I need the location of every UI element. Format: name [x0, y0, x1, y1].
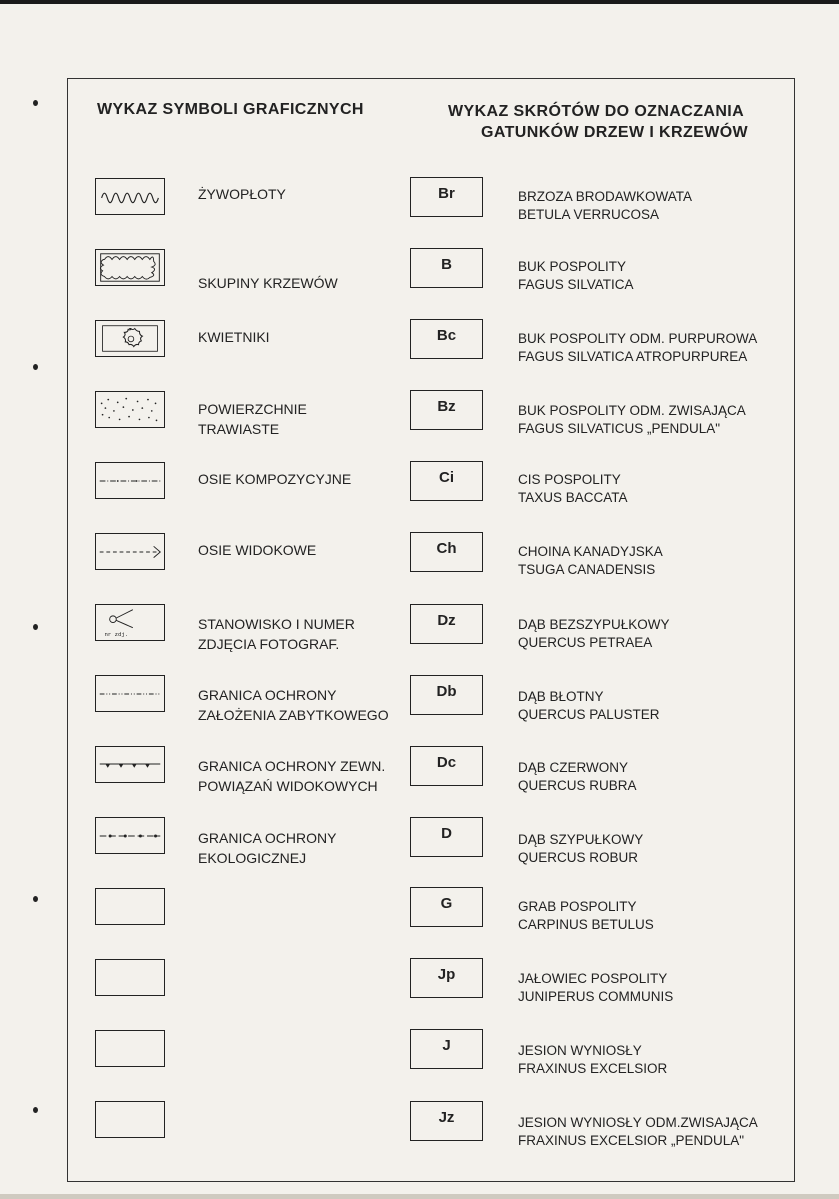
symbol-label-line: POWIERZCHNIE: [198, 401, 307, 417]
symbol-label-line: TRAWIASTE: [198, 421, 280, 437]
abbr-latin-name: FAGUS SILVATICA ATROPURPUREA: [518, 349, 748, 364]
view-axis-arrow-icon: [95, 533, 165, 570]
grass-dots-icon: [95, 391, 165, 428]
symbol-label-line: EKOLOGICZNEJ: [198, 850, 307, 866]
photo-station-icon: [95, 604, 165, 641]
abbr-common-name: CHOINA KANADYJSKA: [518, 544, 663, 559]
abbr-latin-name: CARPINUS BETULUS: [518, 917, 654, 932]
abbr-common-name: DĄB BŁOTNY: [518, 689, 604, 704]
abbr-latin-name: QUERCUS PALUSTER: [518, 707, 660, 722]
abbr-common-name: JAŁOWIEC POSPOLITY: [518, 971, 668, 986]
abbr-code-d: D: [410, 817, 483, 857]
abbr-common-name: JESION WYNIOSŁY ODM.ZWISAJĄCA: [518, 1115, 758, 1130]
abbr-latin-name: QUERCUS PETRAEA: [518, 635, 653, 650]
abbr-desc-g: [518, 898, 654, 934]
abbr-desc-ci: [518, 471, 628, 507]
hedge-wave-icon: [95, 178, 165, 215]
abbr-latin-name: QUERCUS ROBUR: [518, 850, 639, 865]
abbr-desc-jz: [518, 1114, 758, 1150]
abbr-latin-name: JUNIPERUS COMMUNIS: [518, 989, 674, 1004]
scan-bottom-edge: [0, 1194, 839, 1199]
abbr-desc-b: [518, 258, 634, 294]
abbr-desc-bz: [518, 402, 746, 438]
symbol-label-line: POWIĄZAŃ WIDOKOWYCH: [198, 778, 378, 794]
punch-hole-icon: [33, 100, 38, 106]
scan-top-edge: [0, 0, 839, 4]
empty-symbol-box: [95, 959, 165, 996]
symbol-label-line: GRANICA OCHRONY: [198, 830, 337, 846]
abbr-common-name: BUK POSPOLITY ODM. PURPUROWA: [518, 331, 758, 346]
abbr-latin-name: TAXUS BACCATA: [518, 490, 628, 505]
abbr-code-b: B: [410, 248, 483, 288]
symbol-label-flowerbeds: KWIETNIKI: [198, 329, 270, 345]
punch-hole-icon: [33, 364, 38, 370]
symbol-label-composition-axes: OSIE KOMPOZYCYJNE: [198, 471, 352, 487]
symbol-label-line: STANOWISKO I NUMER: [198, 616, 355, 632]
abbreviations-heading-line2: GATUNKÓW DRZEW I KRZEWÓW: [481, 124, 749, 141]
abbr-latin-name: BETULA VERRUCOSA: [518, 207, 660, 222]
punch-hole-icon: [33, 1107, 38, 1113]
abbr-desc-dz: [518, 616, 670, 652]
abbr-code-jp: Jp: [410, 958, 483, 998]
abbr-desc-dc: [518, 759, 637, 795]
abbr-code-j: J: [410, 1029, 483, 1069]
abbr-code-db: Db: [410, 675, 483, 715]
abbr-latin-name: TSUGA CANADENSIS: [518, 562, 656, 577]
symbol-label-line: ZDJĘCIA FOTOGRAF.: [198, 636, 340, 652]
symbol-label-line: ZAŁOŻENIA ZABYTKOWEGO: [198, 707, 389, 723]
photo-number-text: nr zdj.: [104, 631, 129, 639]
abbr-desc-jp: [518, 970, 673, 1006]
symbol-label-ecological-boundary: [198, 828, 336, 868]
abbreviations-heading-line1: WYKAZ SKRÓTÓW DO OZNACZANIA: [448, 103, 745, 120]
abbr-common-name: BRZOZA BRODAWKOWATA: [518, 189, 693, 204]
abbr-latin-name: FRAXINUS EXCELSIOR „PENDULA": [518, 1133, 745, 1148]
abbr-desc-br: [518, 188, 692, 224]
abbr-common-name: DĄB BEZSZYPUŁKOWY: [518, 617, 670, 632]
abbr-common-name: GRAB POSPOLITY: [518, 899, 637, 914]
symbols-heading: WYKAZ SYMBOLI GRAFICZNYCH: [97, 101, 364, 118]
abbr-common-name: BUK POSPOLITY: [518, 259, 627, 274]
composition-axis-icon: [95, 462, 165, 499]
abbr-code-dc: Dc: [410, 746, 483, 786]
symbol-label-view-axes: OSIE WIDOKOWE: [198, 542, 317, 558]
abbr-common-name: JESION WYNIOSŁY: [518, 1043, 642, 1058]
symbol-label-hedges: ŻYWOPŁOTY: [198, 186, 286, 202]
abbr-code-dz: Dz: [410, 604, 483, 644]
abbr-desc-d: [518, 831, 643, 867]
abbr-code-jz: Jz: [410, 1101, 483, 1141]
symbol-label-shrubs: SKUPINY KRZEWÓW: [198, 275, 338, 291]
abbr-desc-bc: [518, 330, 757, 366]
view-protection-boundary-icon: [95, 746, 165, 783]
abbr-code-bc: Bc: [410, 319, 483, 359]
abbr-latin-name: FAGUS SILVATICUS „PENDULA": [518, 421, 721, 436]
empty-symbol-box: [95, 1030, 165, 1067]
abbr-common-name: DĄB CZERWONY: [518, 760, 629, 775]
symbol-label-line: GRANICA OCHRONY: [198, 687, 337, 703]
symbol-label-grass: [198, 399, 307, 439]
symbol-label-view-boundary: [198, 756, 385, 796]
protection-boundary-icon: [95, 675, 165, 712]
abbr-common-name: CIS POSPOLITY: [518, 472, 621, 487]
symbol-label-heritage-boundary: [198, 685, 389, 725]
abbr-desc-j: [518, 1042, 667, 1078]
shrub-group-icon: [95, 249, 165, 286]
abbr-code-ci: Ci: [410, 461, 483, 501]
abbr-desc-ch: [518, 543, 663, 579]
abbr-code-ch: Ch: [410, 532, 483, 572]
empty-symbol-box: [95, 888, 165, 925]
abbr-common-name: BUK POSPOLITY ODM. ZWISAJĄCA: [518, 403, 746, 418]
abbr-code-bz: Bz: [410, 390, 483, 430]
abbr-code-g: G: [410, 887, 483, 927]
symbol-label-line: GRANICA OCHRONY ZEWN.: [198, 758, 386, 774]
abbr-latin-name: QUERCUS RUBRA: [518, 778, 637, 793]
abbr-code-br: Br: [410, 177, 483, 217]
punch-hole-icon: [33, 624, 38, 630]
empty-symbol-box: [95, 1101, 165, 1138]
abbr-latin-name: FAGUS SILVATICA: [518, 277, 634, 292]
symbol-label-photo-station: [198, 614, 355, 654]
ecological-boundary-icon: [95, 817, 165, 854]
punch-hole-icon: [33, 896, 38, 902]
flowerbed-icon: [95, 320, 165, 357]
abbr-common-name: DĄB SZYPUŁKOWY: [518, 832, 644, 847]
abbr-desc-db: [518, 688, 660, 724]
abbr-latin-name: FRAXINUS EXCELSIOR: [518, 1061, 668, 1076]
